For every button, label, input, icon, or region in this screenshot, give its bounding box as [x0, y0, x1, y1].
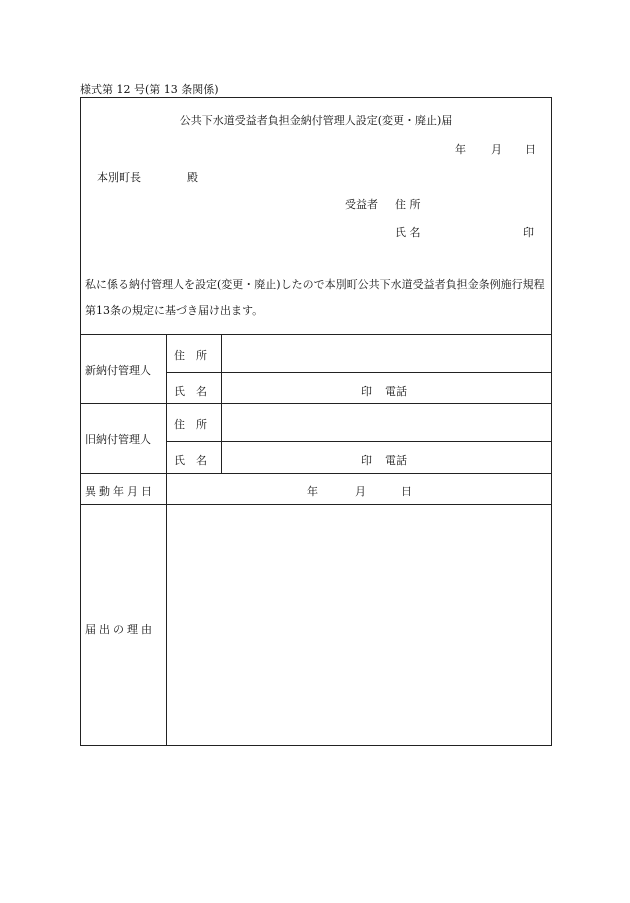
new-manager-divider	[166, 372, 551, 373]
submission-date	[81, 141, 551, 155]
old-date-divider	[81, 473, 551, 474]
declaration-text: 私に係る納付管理人を設定(変更・廃止)したので本別町公共下水道受益者負担金条例施行規程第13条の規定に基づき届け出ます。	[85, 278, 545, 317]
date-year-label: 年	[455, 143, 466, 156]
reason-label: 届出の理由	[85, 623, 155, 636]
new-manager-address-label: 住 所	[174, 349, 207, 362]
addressee: 本別町長	[97, 171, 141, 184]
label-column-border	[166, 334, 167, 745]
change-date-month: 月	[355, 485, 366, 498]
date-month-label: 月	[491, 143, 502, 156]
change-date-year: 年	[307, 485, 318, 498]
form-frame	[80, 97, 552, 746]
date-day-label: 日	[525, 143, 536, 156]
old-manager-address-label: 住 所	[174, 418, 207, 431]
new-manager-seal: 印	[361, 385, 372, 398]
old-manager-divider	[166, 441, 551, 442]
applicant-address-label: 住 所	[395, 198, 421, 211]
old-manager-label: 旧納付管理人	[85, 433, 151, 446]
form-title: 公共下水道受益者負担金納付管理人設定(変更・廃止)届	[179, 114, 453, 127]
change-date-day: 日	[401, 485, 412, 498]
form-number: 様式第 12 号(第 13 条関係)	[80, 83, 219, 96]
new-old-divider	[81, 403, 551, 404]
honorific: 殿	[187, 171, 198, 184]
change-date-label: 異動年月日	[85, 485, 155, 498]
new-manager-label: 新納付管理人	[85, 364, 151, 377]
table-top-border	[81, 334, 551, 335]
applicant-role: 受益者	[345, 198, 378, 211]
old-manager-phone-label: 電話	[385, 454, 407, 467]
sublabel-column-border	[221, 334, 222, 473]
date-reason-divider	[81, 504, 551, 505]
new-manager-name-label: 氏 名	[174, 385, 207, 398]
new-manager-phone-label: 電話	[385, 385, 407, 398]
old-manager-name-label: 氏 名	[174, 454, 207, 467]
applicant-seal: 印	[523, 226, 534, 239]
old-manager-seal: 印	[361, 454, 372, 467]
applicant-name-label: 氏 名	[395, 226, 421, 239]
